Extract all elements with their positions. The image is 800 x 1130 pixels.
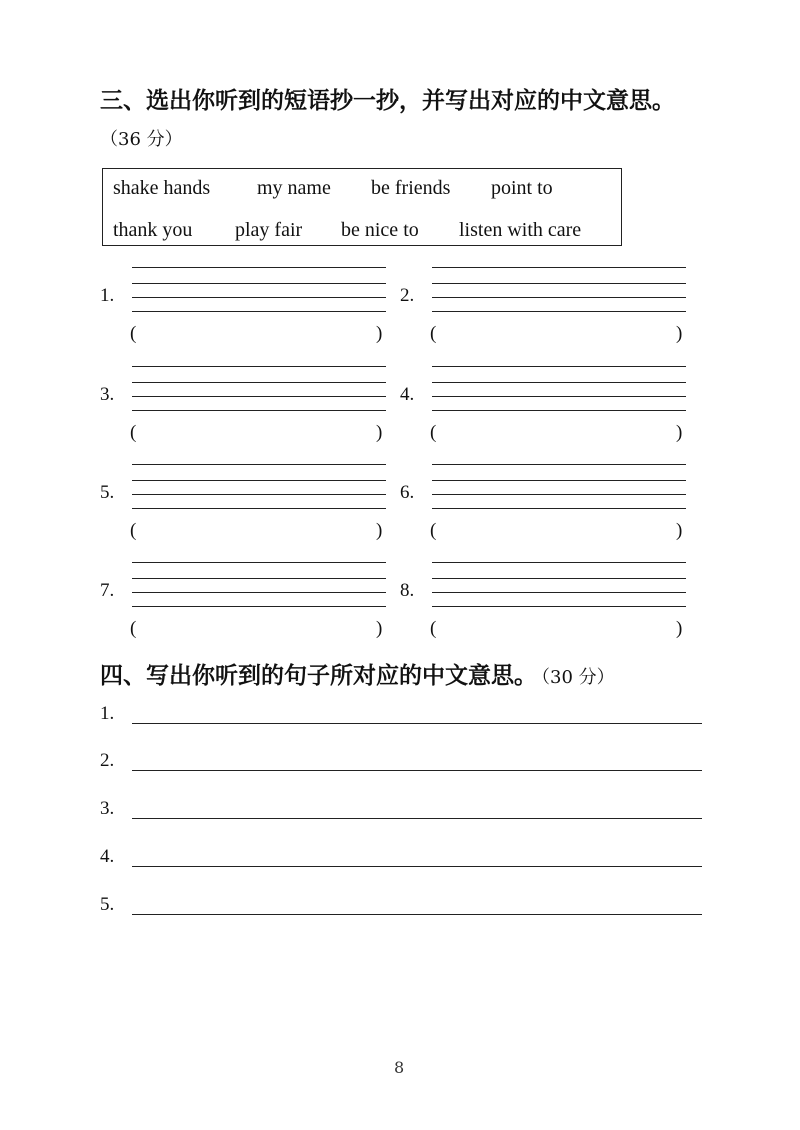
item-number: 4. (100, 846, 115, 867)
writing-line[interactable] (132, 382, 386, 383)
writing-line[interactable] (132, 508, 386, 509)
copy-item-3 (100, 366, 390, 456)
answer-paren-open: ( (130, 422, 137, 443)
writing-line[interactable] (132, 410, 386, 411)
phrase-box (102, 168, 622, 246)
section-4-title (100, 657, 615, 690)
phrase-word: listen with care (459, 219, 582, 241)
section-4-score: （30 分） (541, 667, 615, 688)
translation-row-3 (100, 798, 705, 828)
writing-line[interactable] (432, 480, 686, 481)
item-number: 6. (400, 482, 415, 503)
item-number: 2. (400, 285, 415, 306)
item-number: 8. (400, 580, 415, 601)
translation-row-1 (100, 703, 705, 733)
item-number: 1. (100, 703, 115, 724)
copy-item-5 (100, 464, 390, 554)
answer-paren-open: ( (430, 323, 437, 344)
answer-paren-open: ( (130, 520, 137, 541)
answer-paren-close: ) (676, 520, 683, 541)
copy-item-7 (100, 562, 390, 652)
answer-line[interactable] (132, 914, 702, 915)
answer-line[interactable] (132, 723, 702, 724)
writing-line[interactable] (432, 464, 686, 465)
item-number: 4. (400, 384, 415, 405)
writing-line[interactable] (132, 283, 386, 284)
item-number: 5. (100, 482, 115, 503)
item-number: 2. (100, 750, 115, 771)
writing-line[interactable] (432, 494, 686, 495)
copy-item-1 (100, 267, 390, 357)
answer-paren-open: ( (430, 520, 437, 541)
answer-paren-close: ) (376, 422, 383, 443)
answer-line[interactable] (132, 818, 702, 819)
writing-line[interactable] (132, 267, 386, 268)
copy-item-6 (400, 464, 690, 554)
writing-line[interactable] (132, 480, 386, 481)
writing-line[interactable] (132, 606, 386, 607)
writing-line[interactable] (432, 562, 686, 563)
section-3-score: （36 分） (100, 129, 183, 150)
section-4-title-text: 四、写出你听到的句子所对应的中文意思。 (100, 663, 537, 689)
item-number: 1. (100, 285, 115, 306)
item-number: 3. (100, 798, 115, 819)
writing-line[interactable] (432, 592, 686, 593)
answer-paren-close: ) (676, 323, 683, 344)
section-3-title: 三、选出你听到的短语抄一抄，并写出对应的中文意思。 (100, 88, 675, 114)
writing-line[interactable] (132, 297, 386, 298)
translation-row-4 (100, 846, 705, 876)
phrase-word: point to (491, 177, 553, 199)
writing-line[interactable] (132, 494, 386, 495)
writing-line[interactable] (432, 283, 686, 284)
writing-line[interactable] (432, 366, 686, 367)
answer-paren-open: ( (130, 618, 137, 639)
answer-paren-open: ( (430, 422, 437, 443)
writing-line[interactable] (432, 578, 686, 579)
copy-item-2 (400, 267, 690, 357)
item-number: 5. (100, 894, 115, 915)
phrase-word: thank you (113, 219, 193, 241)
answer-line[interactable] (132, 770, 702, 771)
copy-item-4 (400, 366, 690, 456)
item-number: 3. (100, 384, 115, 405)
writing-line[interactable] (132, 592, 386, 593)
writing-line[interactable] (432, 311, 686, 312)
writing-line[interactable] (132, 562, 386, 563)
answer-paren-close: ) (376, 520, 383, 541)
translation-row-5 (100, 894, 705, 924)
writing-line[interactable] (132, 396, 386, 397)
copy-item-8 (400, 562, 690, 652)
writing-line[interactable] (432, 410, 686, 411)
answer-paren-close: ) (676, 422, 683, 443)
writing-line[interactable] (432, 396, 686, 397)
writing-line[interactable] (432, 267, 686, 268)
answer-paren-close: ) (376, 323, 383, 344)
phrase-word: play fair (235, 219, 303, 241)
writing-line[interactable] (132, 366, 386, 367)
answer-paren-close: ) (676, 618, 683, 639)
writing-line[interactable] (432, 382, 686, 383)
writing-line[interactable] (432, 508, 686, 509)
phrase-word: be nice to (341, 219, 419, 241)
writing-line[interactable] (132, 311, 386, 312)
writing-line[interactable] (432, 297, 686, 298)
answer-line[interactable] (132, 866, 702, 867)
item-number: 7. (100, 580, 115, 601)
writing-line[interactable] (132, 578, 386, 579)
answer-paren-open: ( (430, 618, 437, 639)
page-number: 8 (394, 1058, 405, 1077)
writing-line[interactable] (132, 464, 386, 465)
phrase-word: my name (257, 177, 331, 199)
answer-paren-close: ) (376, 618, 383, 639)
writing-line[interactable] (432, 606, 686, 607)
phrase-word: be friends (371, 177, 451, 199)
answer-paren-open: ( (130, 323, 137, 344)
phrase-word: shake hands (113, 177, 211, 199)
translation-row-2 (100, 750, 705, 780)
